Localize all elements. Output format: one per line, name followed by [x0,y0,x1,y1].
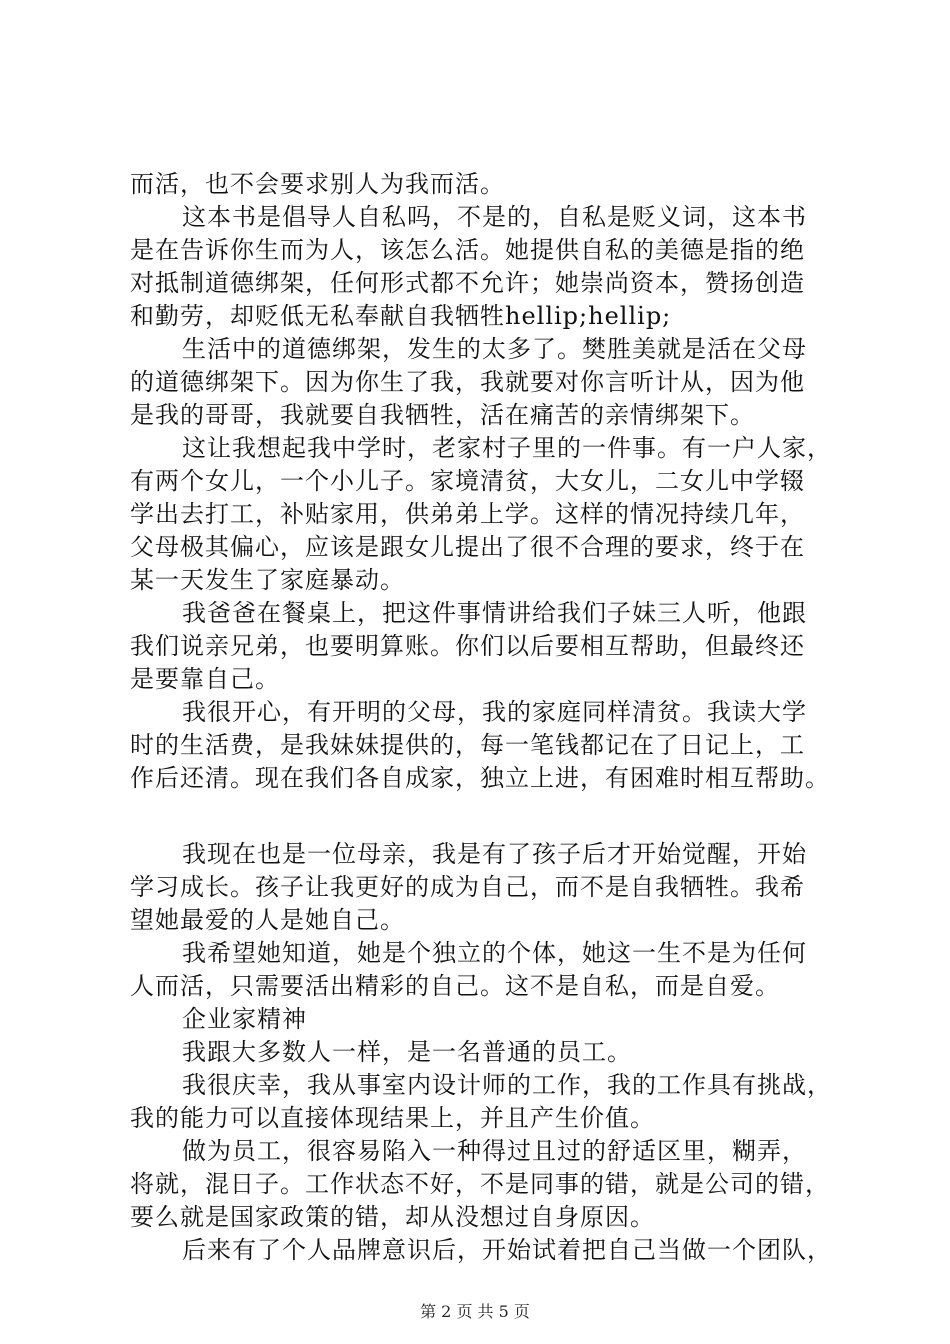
text-line: 我们说亲兄弟，也要明算账。你们以后要相互帮助，但最终还 [130,632,805,660]
paragraph-first-line: 这本书是倡导人自私吗，不是的，自私是贬义词，这本书 [182,203,807,231]
paragraph-first-line: 我现在也是一位母亲，我是有了孩子后才开始觉醒，开始 [182,840,807,868]
paragraph-first-line: 做为员工，很容易陷入一种得过且过的舒适区里，糊弄， [182,1137,807,1165]
paragraph-first-line: 后来有了个人品牌意识后，开始试着把自己当做一个团队， [182,1236,832,1264]
text-line: 父母极其偏心，应该是跟女儿提出了很不合理的要求，终于在 [130,533,805,561]
text-line: 要么就是国家政策的错，却从没想过自身原因。 [130,1203,655,1231]
text-line: 和勤劳，却贬低无私奉献自我牺牲hellip;hellip; [130,302,672,330]
document-body [130,168,834,1267]
text-line: 是我的哥哥，我就要自我牺牲，活在痛苦的亲情绑架下。 [130,401,755,429]
text-line: 学出去打工，补贴家用，供弟弟上学。这样的情况持续几年， [130,500,805,528]
paragraph-first-line: 我很庆幸，我从事室内设计师的工作，我的工作具有挑战， [182,1071,832,1099]
text-line: 望她最爱的人是她自己。 [130,906,405,934]
text-line: 人而活，只需要活出精彩的自己。这不是自私，而是自爱。 [130,972,780,1000]
page-number-footer: 第 2 页 共 5 页 [420,1302,530,1321]
text-line: 是在告诉你生而为人，该怎么活。她提供自私的美德是指的绝 [130,236,805,264]
text-line: 有两个女儿，一个小儿子。家境清贫，大女儿，二女儿中学辍 [130,467,805,495]
paragraph-first-line: 生活中的道德绑架，发生的太多了。樊胜美就是活在父母 [182,335,807,363]
paragraph-first-line: 我很开心，有开明的父母，我的家庭同样清贫。我读大学 [182,698,807,726]
text-line: 时的生活费，是我妹妹提供的，每一笔钱都记在了日记上，工 [130,731,805,759]
text-line: 作后还清。现在我们各自成家，独立上进，有困难时相互帮助。 [130,764,830,792]
paragraph-first-line: 我跟大多数人一样，是一名普通的员工。 [182,1038,632,1066]
text-line: 我的能力可以直接体现结果上，并且产生价值。 [130,1104,655,1132]
text-line: 某一天发生了家庭暴动。 [130,566,405,594]
paragraph-first-line: 企业家精神 [182,1005,307,1033]
text-line: 而活，也不会要求别人为我而活。 [130,170,505,198]
text-line: 学习成长。孩子让我更好的成为自己，而不是自我牺牲。我希 [130,873,805,901]
text-line: 将就，混日子。工作状态不好，不是同事的错，就是公司的错， [130,1170,830,1198]
text-line: 对抵制道德绑架，任何形式都不允许；她崇尚资本，赞扬创造 [130,269,805,297]
text-line: 的道德绑架下。因为你生了我，我就要对你言听计从，因为他 [130,368,805,396]
paragraph-first-line: 我爸爸在餐桌上，把这件事情讲给我们子妹三人听，他跟 [182,599,807,627]
paragraph-spacer [130,795,834,838]
paragraph-first-line: 我希望她知道，她是个独立的个体，她这一生不是为任何 [182,939,807,967]
text-line: 是要靠自己。 [130,665,280,693]
paragraph-first-line: 这让我想起我中学时，老家村子里的一件事。有一户人家， [182,434,832,462]
